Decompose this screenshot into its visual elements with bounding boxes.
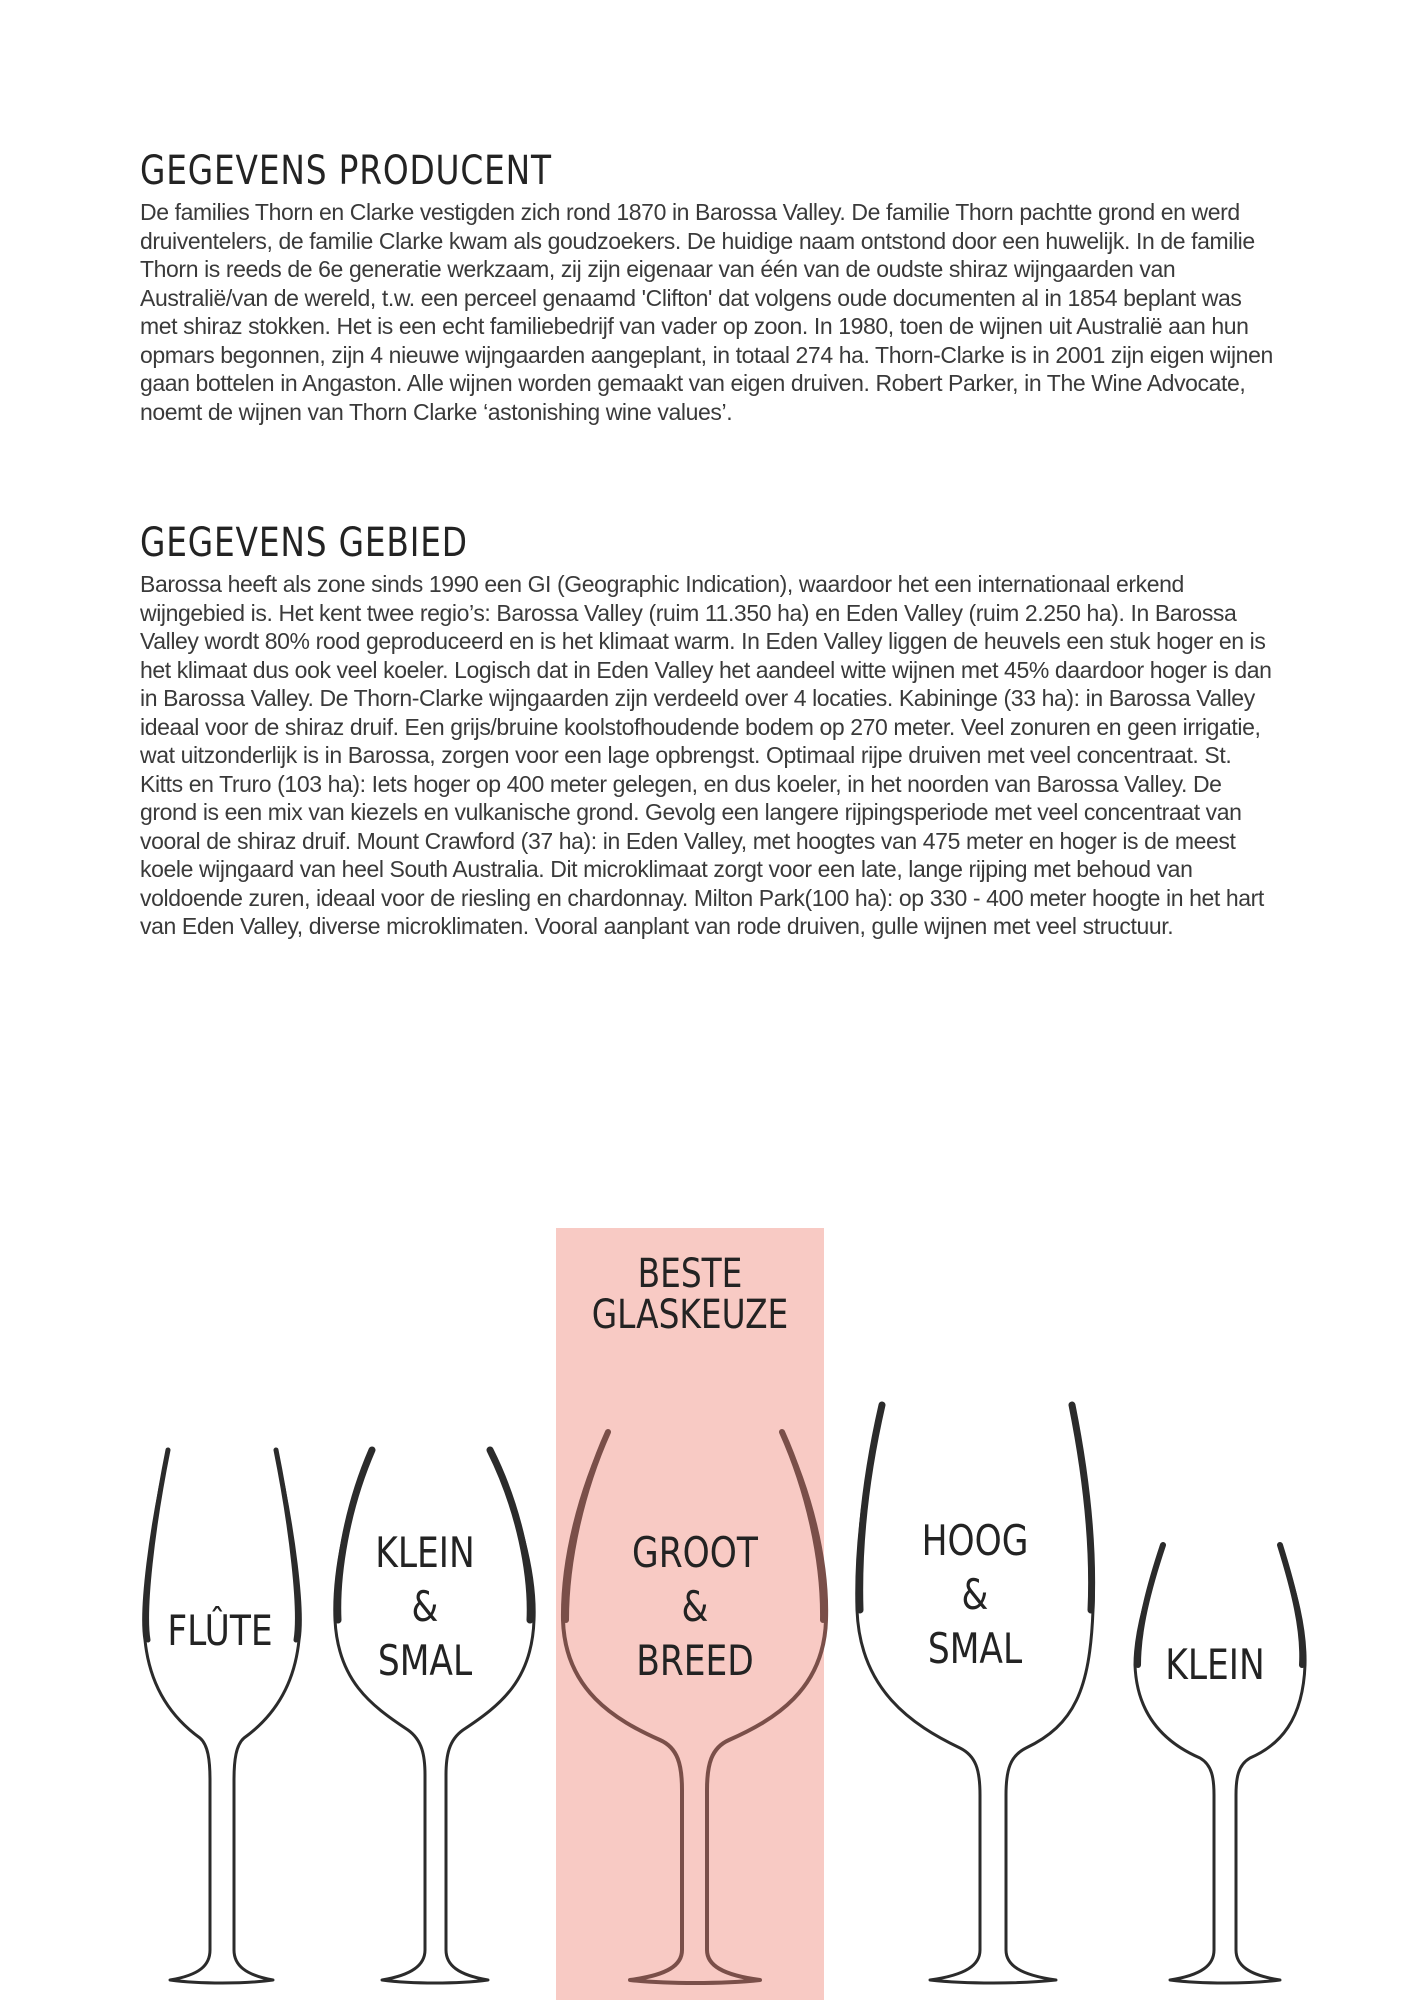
large-wide-glass-icon <box>563 1432 826 1983</box>
large-wide-label-line2: & <box>681 1582 709 1631</box>
tall-narrow-label <box>909 1514 1040 1676</box>
region-heading: GEGEVENS GEBIED <box>140 520 468 566</box>
producer-text: De families Thorn en Clarke vestigden zich rond 1870 in Barossa Valley. De familie Thorn pachtte grond en werd druiventelers, de familie Clarke kwam als goudzoekers. De huidige naam ontstond door een huwelijk. In de familie Thorn is reeds de 6e generatie werkzaam, zij zijn eigenaar van één van de oudste shiraz wijngaarden van Australië/van de wereld, t.w. een perceel genaamd 'Clifton' dat volgens oude documenten al in 1854 beplant was met shiraz stokken. Het is een echt familiebedrijf van vader op zoon. In 1980, toen de wijnen uit Australië aan hun opmars begonnen, zijn 4 nieuwe wijngaarden aangeplant, in totaal 274 ha. Thorn-Clarke is in 2001 zijn eigen wijnen gaan bottelen in Angaston. Alle wijnen worden gemaakt van eigen druiven. Robert Parker, in The Wine Advocate, noemt de wijnen van Thorn Clarke ‘astonishing wine values’. <box>140 199 1273 425</box>
tall-narrow-glass-icon <box>857 1405 1094 1983</box>
best-choice-label-line1: BESTE <box>637 1251 743 1297</box>
region-text: Barossa heeft als zone sinds 1990 een GI (Geographic Indication), waardoor het een internationaal erkend wijngebied is. Het kent twee regio’s: Barossa Valley (ruim 11.350 ha) en Eden Valley (ruim 2.250 ha). In Barossa Valley wordt 80% rood geproduceerd en is het klimaat warm. In Eden Valley liggen de heuvels een stuk hoger en is het klimaat dus ook veel koeler. Logisch dat in Eden Valley het aandeel witte wijnen met 45% daardoor hoger is dan in Barossa Valley. De Thorn-Clarke wijngaarden zijn verdeeld over 4 locaties. Kabininge (33 ha): in Barossa Valley ideaal voor de shiraz druif. Een grijs/bruine koolstofhoudende bodem op 270 meter. Veel zonuren en geen irrigatie, wat uitzonderlijk is in Barossa, zorgen voor een lage opbrengst. Optimaal rijpe druiven met veel concentraat. St. Kitts en Truro (103 ha): Iets hoger op 400 meter gelegen, en dus koeler, in het noorden van Barossa Valley. De grond is een mix van kiezels en vulkanische grond. Gevolg een langere rijpingsperiode met veel concentraat van vooral de shiraz druif. Mount Crawford (37 ha): in Eden Valley, met hoogtes van 475 meter en hoger is de meest koele wijngaard van heel South Australia. Dit microklimaat zorgt voor een late, lange rijping met behoud van voldoende zuren, ideaal voor de riesling en chardonnay. Milton Park(100 ha): op 330 - 400 meter hoogte in het hart van Eden Valley, diverse microklimaten. Vooral aanplant van rode druiven, gulle wijnen met veel structuur. <box>140 571 1272 939</box>
large-wide-label-line3: BREED <box>636 1636 754 1685</box>
best-choice-label-line2: GLASKEUZE <box>591 1292 789 1338</box>
small-narrow-label <box>359 1526 490 1688</box>
tall-narrow-label-line3: SMAL <box>927 1624 1023 1673</box>
tall-narrow-label-line2: & <box>961 1570 989 1619</box>
flute-glass-icon <box>144 1450 301 1983</box>
small-glass-icon <box>1135 1545 1305 1983</box>
flute-label <box>154 1604 285 1658</box>
tall-narrow-label-line1: HOOG <box>921 1516 1029 1565</box>
flute-label-line1: FLÛTE <box>167 1606 273 1655</box>
small-narrow-label-line3: SMAL <box>377 1636 473 1685</box>
small-narrow-label-line1: KLEIN <box>375 1528 475 1577</box>
small-label-line1: KLEIN <box>1165 1640 1265 1689</box>
producer-heading: GEGEVENS PRODUCENT <box>140 148 552 194</box>
small-label <box>1154 1638 1277 1692</box>
small-narrow-label-line2: & <box>411 1582 439 1631</box>
large-wide-label-line1: GROOT <box>632 1528 758 1577</box>
large-wide-label <box>625 1526 764 1688</box>
